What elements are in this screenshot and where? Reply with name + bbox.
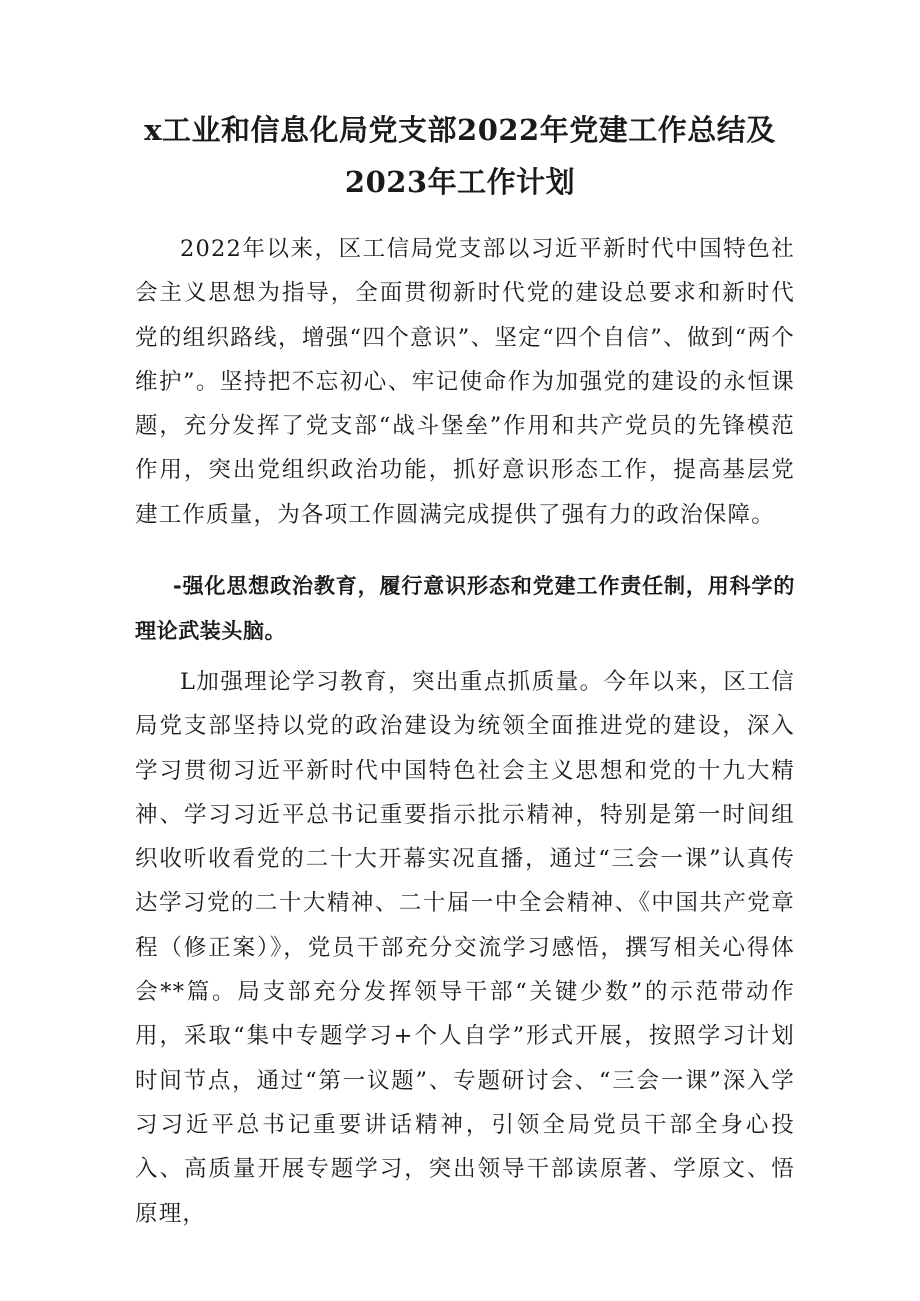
document-title-line-2: 2023年工作计划 [344, 165, 576, 199]
document-title-line-1: x工业和信息化局党支部2022年党建工作总结及 [144, 113, 776, 147]
study-item-paragraph: L加强理论学习教育，突出重点抓质量。今年以来，区工信局党支部坚持以党的政治建设为统领全面推进党的建设，深入学习贯彻习近平新时代中国特色社会主义思想和党的十九大精神、学习习近平总书记重要指示批示精神，特别是第一时间组织收听收看党的二十大开幕实况直播，通过“三会一课”认真传达学习党的二十大精神、二十届一中全会精神、《中国共产党章程（修正案）》，党员干部充分交流学习感悟，撰写相关心得体会**篇。局支部充分发挥领导干部“关键少数”的示范带动作用，采取“集中专题学习+个人自学”形式开展，按照学习计划时间节点，通过“第一议题”、专题研讨会、“三会一课”深入学习习近平总书记重要讲话精神，引领全局党员干部全身心投入、高质量开展专题学习，突出领导干部读原著、学原文、悟原理， [135, 669, 795, 1227]
section-heading-paragraph: -强化思想政治教育，履行意识形态和党建工作责任制，用科学的理论武装头脑。 [135, 574, 795, 643]
intro-paragraph: 2022年以来，区工信局党支部以习近平新时代中国特色社会主义思想为指导，全面贯彻新时代党的建设总要求和新时代党的组织路线，增强“四个意识”、坚定“四个自信”、做到“两个维护”。坚持把不忘初心、牢记使命作为加强党的建设的永恒课题，充分发挥了党支部“战斗堡垒”作用和共产党员的先锋模范作用，突出党组织政治功能，抓好意识形态工作，提高基层党建工作质量，为各项工作圆满完成提供了强有力的政治保障。 [135, 236, 795, 528]
